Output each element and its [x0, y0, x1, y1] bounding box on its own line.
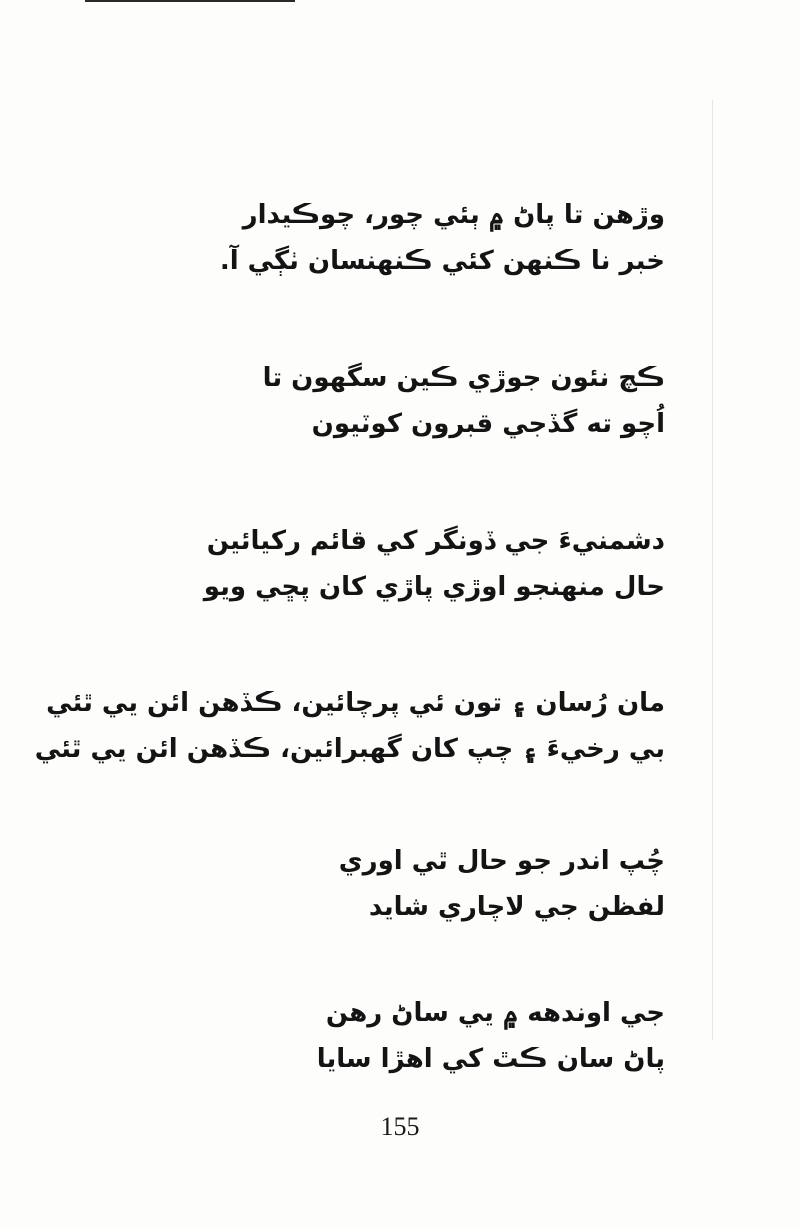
verse-line: وڙهن تا پاڻ ۾ ٻئي چور، چوڪيدار — [242, 200, 665, 230]
stanza-3 — [204, 518, 665, 610]
stanza-5 — [339, 838, 665, 930]
verse-line: چُپ اندر جو حال ٿي اوري — [338, 846, 665, 876]
verse-line: پاڻ سان ڪٿ کي اهڙا سايا — [316, 1044, 665, 1074]
verse-line: لفظن جي لاچاري شايد — [368, 892, 665, 922]
verse-line: حال منهنجو اوڙي پاڙي کان پڇي ويو — [203, 572, 665, 602]
verse-line: دشمنيءَ جي ڏونگر کي قائم رکيائين — [206, 526, 665, 556]
stanza-4 — [35, 680, 665, 772]
page-number: 155 — [380, 1112, 420, 1141]
verse-line: اُچو ته گڏجي قبرون کوٽيون — [311, 409, 665, 439]
verse-line: مان رُسان ۽ تون ئي پرچائين، ڪڏهن ائن يي ٿئي — [46, 688, 665, 718]
verse-line: خبر نا ڪنهن کئي ڪنهنسان ٺڳي آ. — [219, 246, 665, 276]
stanza-1 — [220, 192, 665, 284]
verse-line: جي اوندهه ۾ يي ساڻ رهن — [325, 998, 665, 1028]
stanza-2 — [263, 355, 665, 447]
stanza-6 — [317, 990, 665, 1082]
top-rule — [85, 0, 295, 2]
binding-gutter-line — [712, 100, 713, 1040]
verse-line: ڪچ نئون جوڙي ڪين سگهون تا — [262, 363, 665, 393]
verse-line: بي رخيءَ ۽ چپ کان گهبرائين، ڪڏهن ائن يي ٿئي — [34, 734, 665, 764]
